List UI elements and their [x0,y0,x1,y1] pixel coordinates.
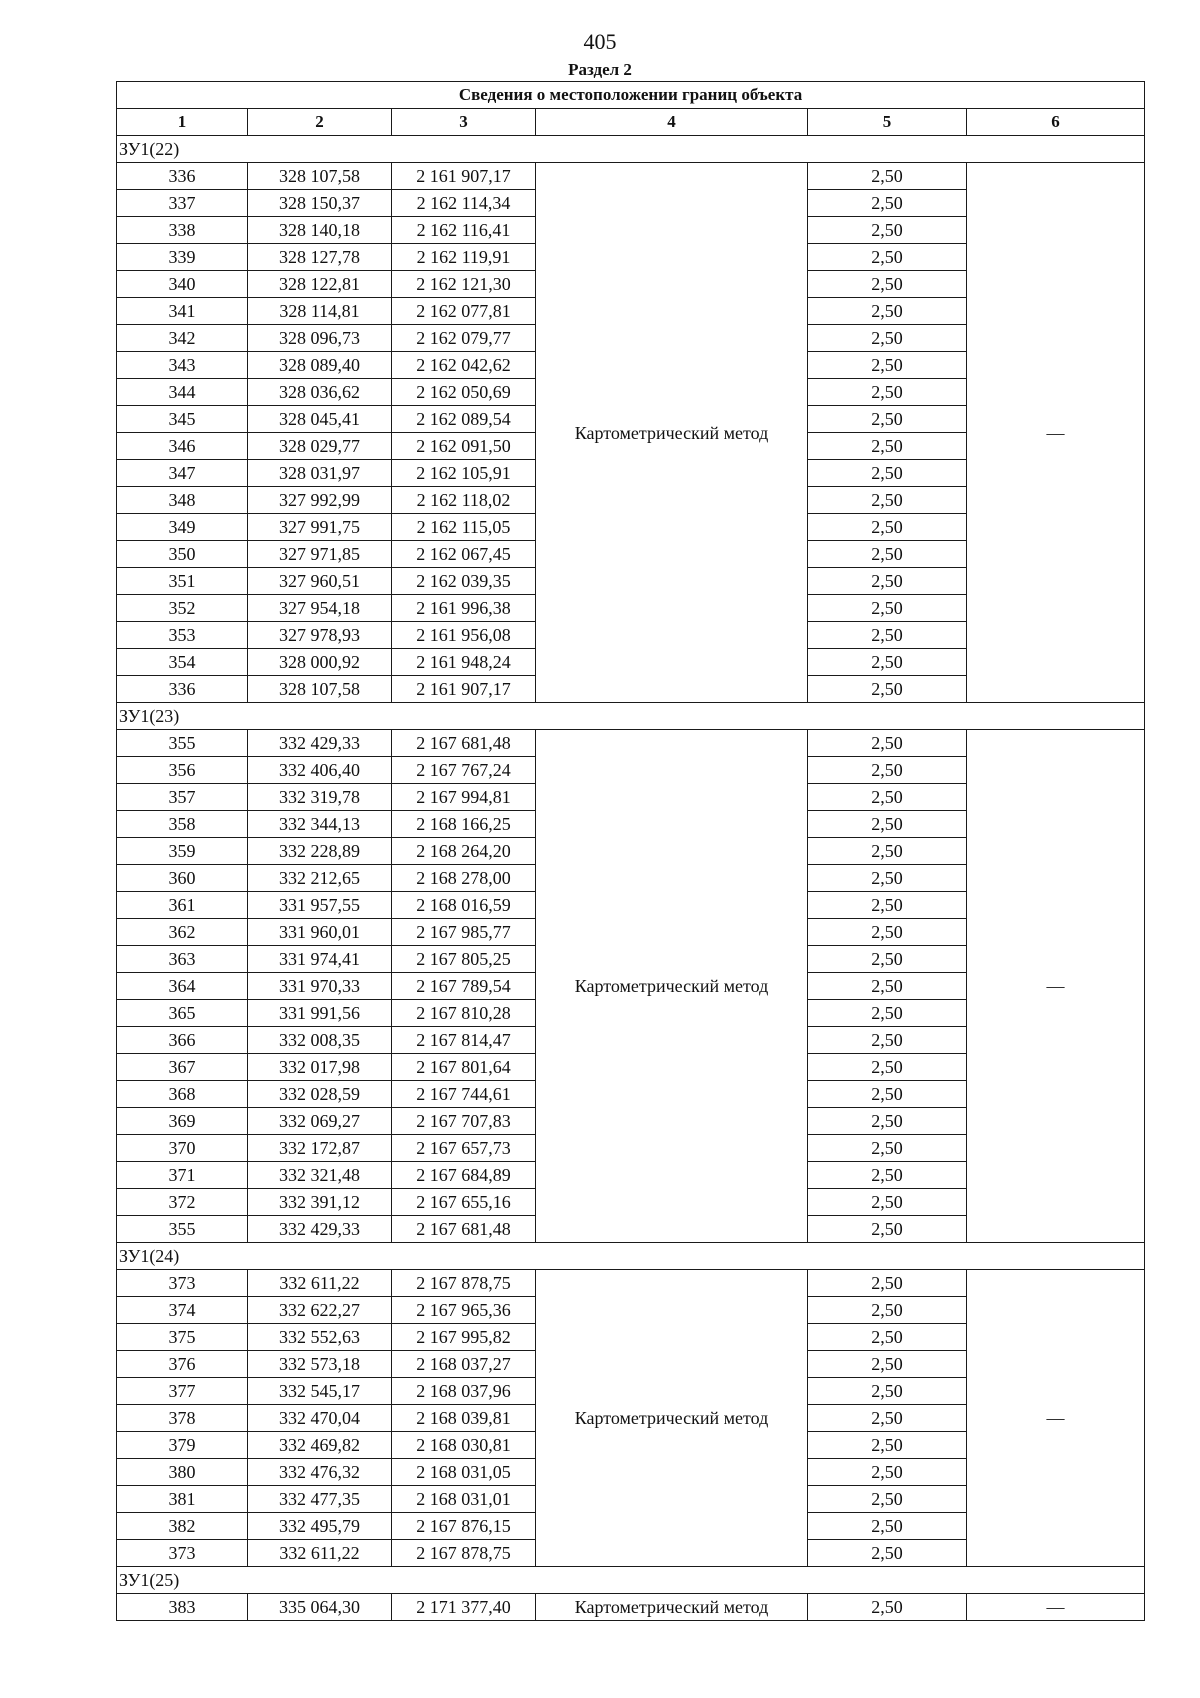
x-coordinate-cell: 328 000,92 [248,649,392,676]
x-coordinate-cell: 331 960,01 [248,919,392,946]
y-coordinate-cell: 2 167 814,47 [392,1027,536,1054]
point-number-cell: 361 [117,892,248,919]
table-row [117,163,1145,190]
point-number-cell: 346 [117,433,248,460]
y-coordinate-cell: 2 168 037,27 [392,1351,536,1378]
point-number-cell: 356 [117,757,248,784]
point-number-cell: 338 [117,217,248,244]
y-coordinate-cell: 2 162 079,77 [392,325,536,352]
accuracy-cell: 2,50 [808,433,967,460]
x-coordinate-cell: 332 429,33 [248,1216,392,1243]
accuracy-cell: 2,50 [808,1162,967,1189]
column-6-dash-cell: — [967,730,1145,1243]
x-coordinate-cell: 328 036,62 [248,379,392,406]
x-coordinate-cell: 332 477,35 [248,1486,392,1513]
y-coordinate-cell: 2 168 278,00 [392,865,536,892]
accuracy-cell: 2,50 [808,541,967,568]
x-coordinate-cell: 331 991,56 [248,1000,392,1027]
point-number-cell: 365 [117,1000,248,1027]
table-caption: Сведения о местоположении границ объекта [117,82,1145,109]
accuracy-cell: 2,50 [808,487,967,514]
point-number-cell: 349 [117,514,248,541]
group-name: ЗУ1(24) [117,1243,1145,1270]
point-number-cell: 382 [117,1513,248,1540]
accuracy-cell: 2,50 [808,1324,967,1351]
y-coordinate-cell: 2 168 016,59 [392,892,536,919]
y-coordinate-cell: 2 167 707,83 [392,1108,536,1135]
accuracy-cell: 2,50 [808,784,967,811]
accuracy-cell: 2,50 [808,730,967,757]
point-number-cell: 371 [117,1162,248,1189]
column-header-1: 1 [117,109,248,136]
point-number-cell: 367 [117,1054,248,1081]
accuracy-cell: 2,50 [808,1108,967,1135]
x-coordinate-cell: 332 611,22 [248,1540,392,1567]
x-coordinate-cell: 332 228,89 [248,838,392,865]
y-coordinate-cell: 2 161 907,17 [392,676,536,703]
point-number-cell: 357 [117,784,248,811]
point-number-cell: 379 [117,1432,248,1459]
point-number-cell: 358 [117,811,248,838]
x-coordinate-cell: 328 150,37 [248,190,392,217]
y-coordinate-cell: 2 162 050,69 [392,379,536,406]
y-coordinate-cell: 2 161 907,17 [392,163,536,190]
y-coordinate-cell: 2 162 091,50 [392,433,536,460]
accuracy-cell: 2,50 [808,595,967,622]
point-number-cell: 341 [117,298,248,325]
y-coordinate-cell: 2 167 876,15 [392,1513,536,1540]
accuracy-cell: 2,50 [808,1000,967,1027]
accuracy-cell: 2,50 [808,1135,967,1162]
x-coordinate-cell: 332 573,18 [248,1351,392,1378]
method-cell: Картометрический метод [536,163,808,703]
point-number-cell: 339 [117,244,248,271]
x-coordinate-cell: 331 957,55 [248,892,392,919]
table-row [117,730,1145,757]
accuracy-cell: 2,50 [808,919,967,946]
y-coordinate-cell: 2 162 114,34 [392,190,536,217]
accuracy-cell: 2,50 [808,271,967,298]
y-coordinate-cell: 2 168 264,20 [392,838,536,865]
column-6-dash-cell: — [967,1594,1145,1621]
group-header-row [117,703,1145,730]
point-number-cell: 359 [117,838,248,865]
group-name: ЗУ1(22) [117,136,1145,163]
y-coordinate-cell: 2 162 121,30 [392,271,536,298]
y-coordinate-cell: 2 162 105,91 [392,460,536,487]
x-coordinate-cell: 328 107,58 [248,676,392,703]
accuracy-cell: 2,50 [808,1027,967,1054]
accuracy-cell: 2,50 [808,757,967,784]
accuracy-cell: 2,50 [808,946,967,973]
accuracy-cell: 2,50 [808,379,967,406]
point-number-cell: 373 [117,1270,248,1297]
x-coordinate-cell: 327 978,93 [248,622,392,649]
y-coordinate-cell: 2 167 995,82 [392,1324,536,1351]
accuracy-cell: 2,50 [808,244,967,271]
x-coordinate-cell: 335 064,30 [248,1594,392,1621]
x-coordinate-cell: 331 970,33 [248,973,392,1000]
point-number-cell: 377 [117,1378,248,1405]
y-coordinate-cell: 2 167 801,64 [392,1054,536,1081]
method-cell: Картометрический метод [536,1594,808,1621]
x-coordinate-cell: 327 971,85 [248,541,392,568]
point-number-cell: 374 [117,1297,248,1324]
point-number-cell: 375 [117,1324,248,1351]
x-coordinate-cell: 332 406,40 [248,757,392,784]
y-coordinate-cell: 2 168 031,05 [392,1459,536,1486]
accuracy-cell: 2,50 [808,406,967,433]
y-coordinate-cell: 2 168 166,25 [392,811,536,838]
group-header-row [117,1243,1145,1270]
accuracy-cell: 2,50 [808,325,967,352]
point-number-cell: 354 [117,649,248,676]
accuracy-cell: 2,50 [808,622,967,649]
x-coordinate-cell: 332 470,04 [248,1405,392,1432]
y-coordinate-cell: 2 171 377,40 [392,1594,536,1621]
accuracy-cell: 2,50 [808,1270,967,1297]
y-coordinate-cell: 2 167 878,75 [392,1270,536,1297]
accuracy-cell: 2,50 [808,514,967,541]
y-coordinate-cell: 2 162 039,35 [392,568,536,595]
column-6-dash-cell: — [967,163,1145,703]
x-coordinate-cell: 332 622,27 [248,1297,392,1324]
point-number-cell: 376 [117,1351,248,1378]
y-coordinate-cell: 2 167 994,81 [392,784,536,811]
x-coordinate-cell: 328 029,77 [248,433,392,460]
x-coordinate-cell: 332 469,82 [248,1432,392,1459]
y-coordinate-cell: 2 167 657,73 [392,1135,536,1162]
point-number-cell: 352 [117,595,248,622]
x-coordinate-cell: 332 391,12 [248,1189,392,1216]
point-number-cell: 336 [117,676,248,703]
page-number: 405 [583,29,617,54]
accuracy-cell: 2,50 [808,352,967,379]
point-number-cell: 351 [117,568,248,595]
accuracy-cell: 2,50 [808,1405,967,1432]
point-number-cell: 378 [117,1405,248,1432]
x-coordinate-cell: 332 545,17 [248,1378,392,1405]
y-coordinate-cell: 2 167 810,28 [392,1000,536,1027]
x-coordinate-cell: 328 140,18 [248,217,392,244]
point-number-cell: 337 [117,190,248,217]
x-coordinate-cell: 332 611,22 [248,1270,392,1297]
x-coordinate-cell: 332 552,63 [248,1324,392,1351]
point-number-cell: 345 [117,406,248,433]
x-coordinate-cell: 332 172,87 [248,1135,392,1162]
x-coordinate-cell: 328 107,58 [248,163,392,190]
y-coordinate-cell: 2 162 089,54 [392,406,536,433]
accuracy-cell: 2,50 [808,1297,967,1324]
x-coordinate-cell: 328 127,78 [248,244,392,271]
accuracy-cell: 2,50 [808,1486,967,1513]
y-coordinate-cell: 2 162 119,91 [392,244,536,271]
x-coordinate-cell: 327 954,18 [248,595,392,622]
y-coordinate-cell: 2 162 116,41 [392,217,536,244]
accuracy-cell: 2,50 [808,1054,967,1081]
point-number-cell: 364 [117,973,248,1000]
accuracy-cell: 2,50 [808,1513,967,1540]
point-number-cell: 355 [117,1216,248,1243]
accuracy-cell: 2,50 [808,811,967,838]
x-coordinate-cell: 327 991,75 [248,514,392,541]
accuracy-cell: 2,50 [808,1081,967,1108]
accuracy-cell: 2,50 [808,1216,967,1243]
y-coordinate-cell: 2 168 030,81 [392,1432,536,1459]
y-coordinate-cell: 2 167 655,16 [392,1189,536,1216]
point-number-cell: 368 [117,1081,248,1108]
point-number-cell: 344 [117,379,248,406]
point-number-cell: 342 [117,325,248,352]
y-coordinate-cell: 2 167 805,25 [392,946,536,973]
point-number-cell: 348 [117,487,248,514]
y-coordinate-cell: 2 168 037,96 [392,1378,536,1405]
group-header-row [117,1567,1145,1594]
x-coordinate-cell: 332 028,59 [248,1081,392,1108]
coordinates-table [116,81,1145,1621]
x-coordinate-cell: 331 974,41 [248,946,392,973]
column-header-2: 2 [248,109,392,136]
y-coordinate-cell: 2 167 965,36 [392,1297,536,1324]
accuracy-cell: 2,50 [808,649,967,676]
column-header-6: 6 [967,109,1145,136]
y-coordinate-cell: 2 162 118,02 [392,487,536,514]
accuracy-cell: 2,50 [808,892,967,919]
column-header-3: 3 [392,109,536,136]
point-number-cell: 336 [117,163,248,190]
point-number-cell: 372 [117,1189,248,1216]
point-number-cell: 360 [117,865,248,892]
x-coordinate-cell: 332 008,35 [248,1027,392,1054]
section-title: Раздел 2 [568,60,632,79]
table-row [117,1270,1145,1297]
y-coordinate-cell: 2 167 878,75 [392,1540,536,1567]
point-number-cell: 362 [117,919,248,946]
group-header-row [117,136,1145,163]
x-coordinate-cell: 328 045,41 [248,406,392,433]
y-coordinate-cell: 2 167 744,61 [392,1081,536,1108]
y-coordinate-cell: 2 167 985,77 [392,919,536,946]
y-coordinate-cell: 2 161 996,38 [392,595,536,622]
point-number-cell: 343 [117,352,248,379]
accuracy-cell: 2,50 [808,1459,967,1486]
y-coordinate-cell: 2 167 789,54 [392,973,536,1000]
y-coordinate-cell: 2 162 077,81 [392,298,536,325]
x-coordinate-cell: 332 429,33 [248,730,392,757]
point-number-cell: 369 [117,1108,248,1135]
y-coordinate-cell: 2 167 681,48 [392,1216,536,1243]
point-number-cell: 366 [117,1027,248,1054]
point-number-cell: 353 [117,622,248,649]
point-number-cell: 381 [117,1486,248,1513]
x-coordinate-cell: 332 212,65 [248,865,392,892]
x-coordinate-cell: 332 069,27 [248,1108,392,1135]
accuracy-cell: 2,50 [808,1594,967,1621]
point-number-cell: 340 [117,271,248,298]
x-coordinate-cell: 332 344,13 [248,811,392,838]
accuracy-cell: 2,50 [808,217,967,244]
accuracy-cell: 2,50 [808,1378,967,1405]
y-coordinate-cell: 2 162 115,05 [392,514,536,541]
accuracy-cell: 2,50 [808,865,967,892]
accuracy-cell: 2,50 [808,838,967,865]
accuracy-cell: 2,50 [808,1189,967,1216]
accuracy-cell: 2,50 [808,568,967,595]
y-coordinate-cell: 2 167 684,89 [392,1162,536,1189]
accuracy-cell: 2,50 [808,298,967,325]
method-cell: Картометрический метод [536,1270,808,1567]
x-coordinate-cell: 328 114,81 [248,298,392,325]
x-coordinate-cell: 327 960,51 [248,568,392,595]
point-number-cell: 347 [117,460,248,487]
point-number-cell: 363 [117,946,248,973]
x-coordinate-cell: 332 495,79 [248,1513,392,1540]
accuracy-cell: 2,50 [808,163,967,190]
table-body [117,136,1145,1621]
point-number-cell: 383 [117,1594,248,1621]
accuracy-cell: 2,50 [808,1540,967,1567]
point-number-cell: 373 [117,1540,248,1567]
point-number-cell: 350 [117,541,248,568]
group-name: ЗУ1(25) [117,1567,1145,1594]
y-coordinate-cell: 2 168 039,81 [392,1405,536,1432]
accuracy-cell: 2,50 [808,676,967,703]
method-cell: Картометрический метод [536,730,808,1243]
y-coordinate-cell: 2 161 948,24 [392,649,536,676]
y-coordinate-cell: 2 167 681,48 [392,730,536,757]
x-coordinate-cell: 332 321,48 [248,1162,392,1189]
column-header-5: 5 [808,109,967,136]
accuracy-cell: 2,50 [808,190,967,217]
y-coordinate-cell: 2 161 956,08 [392,622,536,649]
x-coordinate-cell: 328 089,40 [248,352,392,379]
x-coordinate-cell: 328 096,73 [248,325,392,352]
point-number-cell: 380 [117,1459,248,1486]
x-coordinate-cell: 328 031,97 [248,460,392,487]
accuracy-cell: 2,50 [808,973,967,1000]
y-coordinate-cell: 2 168 031,01 [392,1486,536,1513]
x-coordinate-cell: 332 017,98 [248,1054,392,1081]
y-coordinate-cell: 2 162 067,45 [392,541,536,568]
point-number-cell: 355 [117,730,248,757]
x-coordinate-cell: 332 319,78 [248,784,392,811]
accuracy-cell: 2,50 [808,1432,967,1459]
group-name: ЗУ1(23) [117,703,1145,730]
column-header-4: 4 [536,109,808,136]
table-row [117,1594,1145,1621]
y-coordinate-cell: 2 162 042,62 [392,352,536,379]
column-6-dash-cell: — [967,1270,1145,1567]
accuracy-cell: 2,50 [808,460,967,487]
x-coordinate-cell: 332 476,32 [248,1459,392,1486]
point-number-cell: 370 [117,1135,248,1162]
accuracy-cell: 2,50 [808,1351,967,1378]
x-coordinate-cell: 327 992,99 [248,487,392,514]
x-coordinate-cell: 328 122,81 [248,271,392,298]
y-coordinate-cell: 2 167 767,24 [392,757,536,784]
